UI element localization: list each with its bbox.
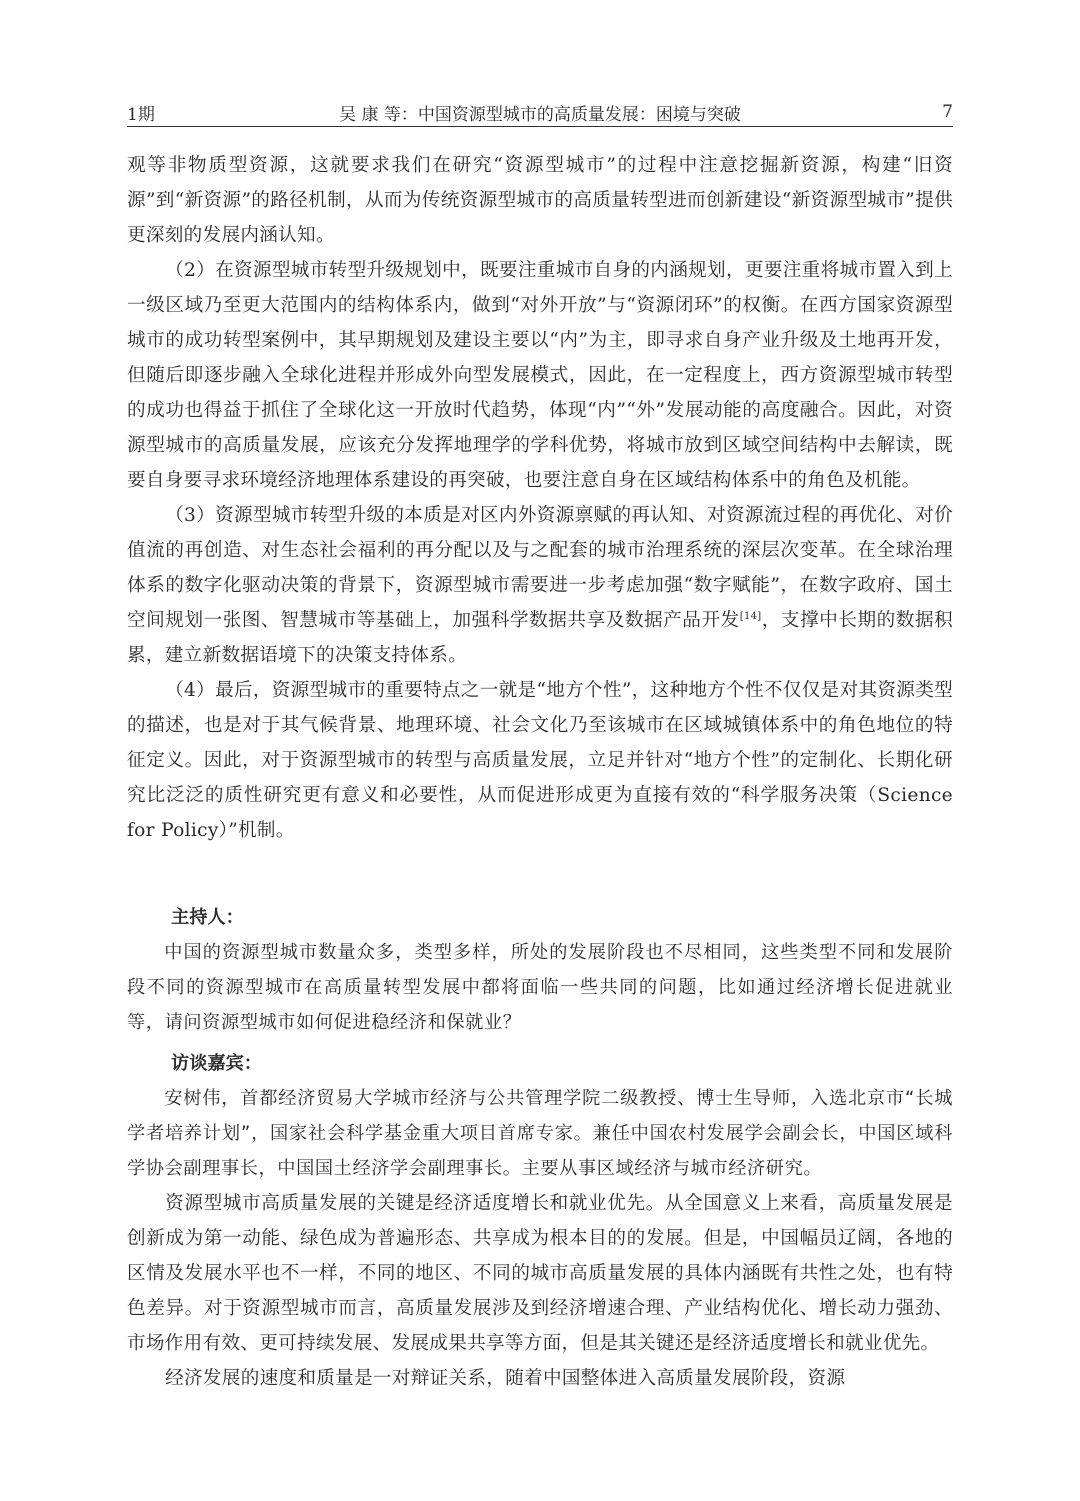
guest-answer-paragraph-1: 资源型城市高质量发展的关键是经济适度增长和就业优先。从全国意义上来看，高质量发展是创新成为第一动能、绿色成为普遍形态、共享成为根本目的的发展。但是，中国幅员辽阔，各地的区情及发展水平也不一样，不同的地区、不同的城市高质量发展的具体内涵既有共性之处，也有特色差异。对于资源型城市而言，高质量发展涉及到经济增速合理、产业结构优化、增长动力强劲、市场作用有效、更可持续发展、发展成果共享等方面，但是其关键还是经济适度增长和就业优先。: [127, 1193, 953, 1354]
host-question: 中国的资源型城市数量众多，类型多样，所处的发展阶段也不尽相同，这些类型不同和发展阶段不同的资源型城市在高质量转型发展中都将面临一些共同的问题，比如通过经济增长促进就业等，请问资源型城市如何促进稳经济和保就业？: [127, 942, 953, 1033]
running-title: 吴 康 等：中国资源型城市的高质量发展：困境与突破: [339, 105, 741, 125]
paragraph-continued: 观等非物质型资源，这就要求我们在研究“资源型城市”的过程中注意挖掘新资源，构建“旧资源”到“新资源”的路径机制，从而为传统资源型城市的高质量转型进而创新建设“新资源型城市”提供更深刻的发展内涵认知。: [127, 155, 953, 246]
paragraph-point-4: （4）最后，资源型城市的重要特点之一就是“地方个性”，这种地方个性不仅仅是对其资源类型的描述，也是对于其气候背景、地理环境、社会文化乃至该城市在区域城镇体系中的角色地位的特征定义。因此，对于资源型城市的转型与高质量发展，立足并针对“地方个性”的定制化、长期化研究比泛泛的质性研究更有意义和必要性，从而促进形成更为直接有效的“科学服务决策（Science for Policy）”机制。: [127, 680, 953, 841]
article-body: [127, 148, 953, 1396]
section-spacer: [127, 848, 953, 900]
paragraph-point-2: （2）在资源型城市转型升级规划中，既要注重城市自身的内涵规划，更要注重将城市置入到上一级区域乃至更大范围内的结构体系内，做到“对外开放”与“资源闭环”的权衡。在西方国家资源型城市的成功转型案例中，其早期规划及建设主要以“内”为主，即寻求自身产业升级及土地再开发，但随后即逐步融入全球化进程并形成外向型发展模式，因此，在一定程度上，西方资源型城市转型的成功也得益于抓住了全球化这一开放时代趋势，体现“内”“外”发展动能的高度融合。因此，对资源型城市的高质量发展，应该充分发挥地理学的学科优势，将城市放到区域空间结构中去解读，既要自身要寻求环境经济地理体系建设的再突破，也要注意自身在区域结构体系中的角色及机能。: [127, 260, 953, 491]
running-header: [127, 96, 953, 127]
paragraph-point-3-tail: ，支撑中长期的数据积累，建立新数据语境下的决策支持体系。: [127, 610, 953, 666]
page-number: 7: [942, 102, 953, 122]
host-label: 主持人：: [171, 907, 244, 928]
issue-number: 1期: [127, 105, 155, 125]
paragraph-point-3: [127, 498, 953, 673]
guest-answer-paragraph-2: 经济发展的速度和质量是一对辩证关系，随着中国整体进入高质量发展阶段，资源: [165, 1368, 846, 1389]
citation-ref-14[interactable]: [14]: [739, 610, 762, 622]
guest-label: 访谈嘉宾：: [171, 1053, 262, 1074]
guest-bio: 安树伟，首都经济贸易大学城市经济与公共管理学院二级教授、博士生导师，入选北京市“长城学者培养计划”，国家社会科学基金重大项目首席专家。兼任中国农村发展学会副会长，中国区域科学协会副理事长，中国国土经济学会副理事长。主要从事区域经济与城市经济研究。: [127, 1088, 953, 1179]
paragraph-point-3-text: （3）资源型城市转型升级的本质是对区内外资源禀赋的再认知、对资源流过程的再优化、对价值流的再创造、对生态社会福利的再分配以及与之配套的城市治理系统的深层次变革。在全球治理体系的数字化驱动决策的背景下，资源型城市需要进一步考虑加强“数字赋能”，在数字政府、国土空间规划一张图、智慧城市等基础上，加强科学数据共享及数据产品开发: [127, 505, 953, 631]
